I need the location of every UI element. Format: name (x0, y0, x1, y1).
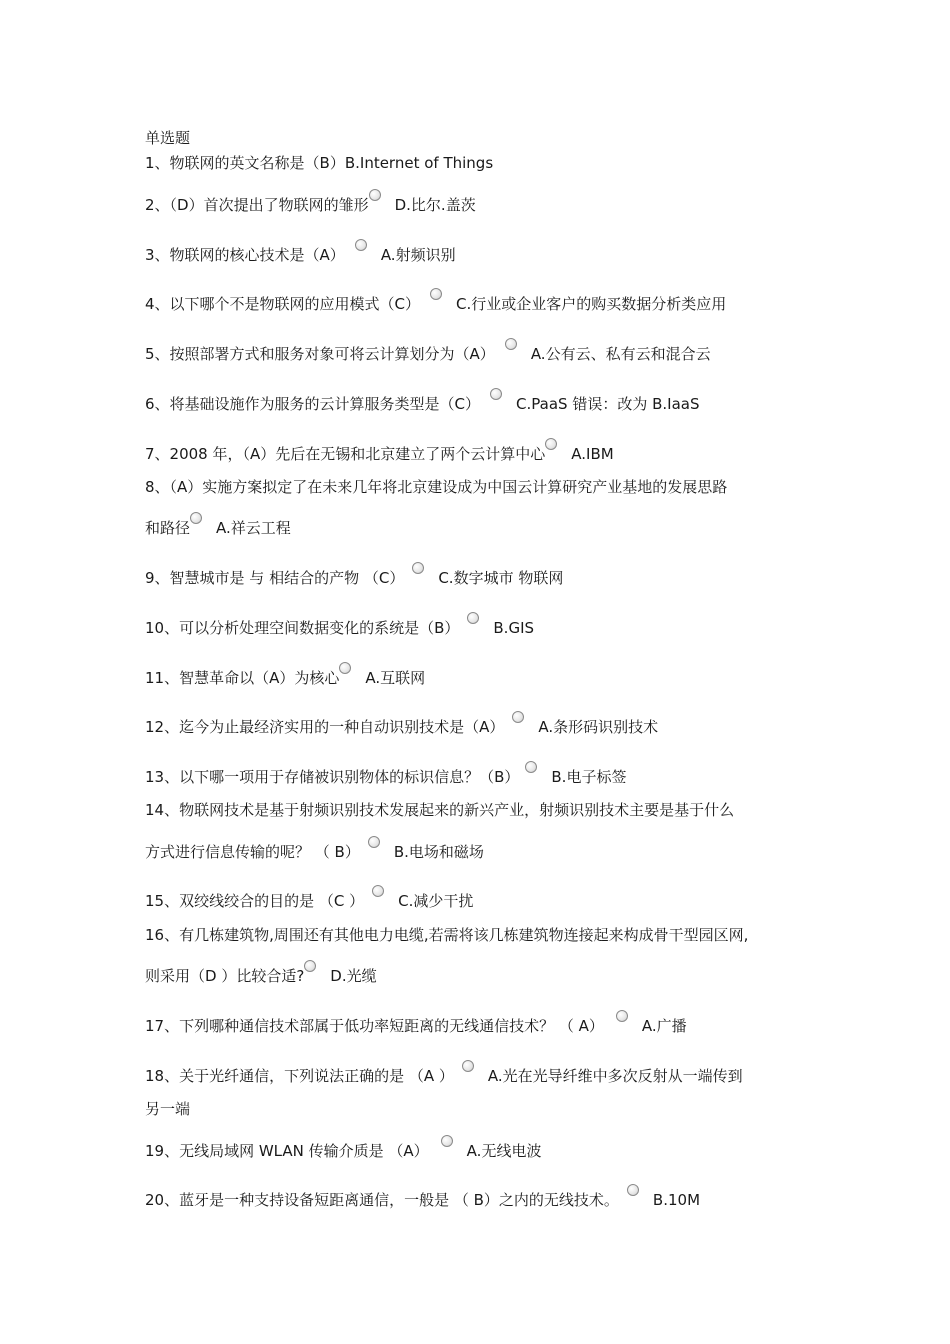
question-15 (145, 891, 473, 911)
answer-text-continued: 另一端 (145, 1100, 191, 1118)
question-text: 14、物联网技术是基于射频识别技术发展起来的新兴产业，射频识别技术主要是基于什么 (145, 801, 735, 819)
question-text: 2、（D）首次提出了物联网的雏形 (145, 196, 369, 214)
question-text: 5、按照部署方式和服务对象可将云计算划分为（A） (145, 345, 495, 363)
radio-icon[interactable] (368, 836, 380, 848)
question-text: 20、蓝牙是一种支持设备短距离通信，一般是 （ B）之内的无线技术。 (145, 1191, 619, 1209)
question-16 (145, 925, 748, 945)
question-1 (145, 153, 493, 173)
question-3 (145, 245, 456, 265)
question-12 (145, 717, 658, 737)
question-text-continued: 方式进行信息传输的呢？ （ B） (145, 843, 360, 861)
answer-text: B.电场和磁场 (393, 843, 484, 861)
question-text: 4、以下哪个不是物联网的应用模式（C） (145, 295, 421, 313)
question-18-continued (145, 1099, 190, 1119)
question-8-continued (145, 518, 291, 538)
question-11 (145, 668, 425, 688)
radio-icon[interactable] (190, 512, 202, 524)
answer-text: A.公有云、私有云和混合云 (530, 345, 711, 363)
radio-icon[interactable] (490, 388, 502, 400)
section-heading: 单选题 (145, 129, 191, 147)
question-20 (145, 1190, 700, 1210)
question-10 (145, 618, 534, 638)
question-text: 9、智慧城市是 与 相结合的产物 （C） (145, 569, 405, 587)
question-19 (145, 1141, 541, 1161)
radio-icon[interactable] (441, 1135, 453, 1147)
question-text: 7、2008 年，（A）先后在无锡和北京建立了两个云计算中心 (145, 445, 546, 463)
radio-icon[interactable] (369, 189, 381, 201)
answer-text: A.射频识别 (380, 246, 456, 264)
question-17 (145, 1016, 687, 1036)
radio-icon[interactable] (525, 761, 537, 773)
question-4 (145, 294, 726, 314)
radio-icon[interactable] (545, 438, 557, 450)
question-14-continued (145, 842, 484, 862)
radio-icon[interactable] (627, 1184, 639, 1196)
answer-text: B.GIS (493, 619, 535, 637)
question-text-continued: 则采用（D ）比较合适? (145, 967, 305, 985)
question-text: 13、以下哪一项用于存储被识别物体的标识信息？（B） (145, 768, 520, 786)
question-text: 15、双绞线绞合的目的是 （C ） (145, 892, 365, 910)
radio-icon[interactable] (467, 612, 479, 624)
answer-text: A.条形码识别技术 (538, 718, 659, 736)
answer-text: C.数字城市 物联网 (438, 569, 564, 587)
question-8 (145, 477, 727, 497)
answer-text: A.广播 (641, 1017, 687, 1035)
question-text: 19、无线局域网 WLAN 传输介质是 （A） (145, 1142, 429, 1160)
radio-icon[interactable] (339, 662, 351, 674)
question-2 (145, 195, 476, 215)
answer-text: A.互联网 (365, 669, 426, 687)
question-9 (145, 568, 563, 588)
question-14 (145, 800, 734, 820)
answer-text: B.10M (652, 1191, 701, 1209)
answer-text: B.电子标签 (551, 768, 627, 786)
radio-icon[interactable] (412, 562, 424, 574)
answer-text: A.IBM (571, 445, 614, 463)
question-text: 17、下列哪种通信技术部属于低功率短距离的无线通信技术？ （ A） (145, 1017, 604, 1035)
question-13 (145, 767, 626, 787)
question-text-continued: 和路径 (145, 519, 191, 537)
answer-text: D.比尔.盖茨 (394, 196, 476, 214)
question-5 (145, 344, 711, 364)
answer-text: D.光缆 (330, 967, 377, 985)
radio-icon[interactable] (355, 239, 367, 251)
radio-icon[interactable] (512, 711, 524, 723)
question-text: 16、有几栋建筑物,周围还有其他电力电缆,若需将该几栋建筑物连接起来构成骨干型园区网, (145, 926, 749, 944)
question-18 (145, 1066, 743, 1086)
question-text: 11、智慧革命以（A）为核心 (145, 669, 340, 687)
answer-text: A.祥云工程 (216, 519, 291, 537)
radio-icon[interactable] (304, 960, 316, 972)
question-text: 6、将基础设施作为服务的云计算服务类型是（C） (145, 395, 481, 413)
question-16-continued (145, 966, 377, 986)
question-7 (145, 444, 614, 464)
question-text: 1、物联网的英文名称是（B）B.Internet of Things (145, 154, 494, 172)
answer-text: C.减少干扰 (398, 892, 474, 910)
radio-icon[interactable] (372, 885, 384, 897)
question-text: 18、关于光纤通信，下列说法正确的是 （A ） (145, 1067, 454, 1085)
radio-icon[interactable] (462, 1060, 474, 1072)
radio-icon[interactable] (430, 288, 442, 300)
answer-text: C.PaaS 错误：改为 B.IaaS (516, 395, 700, 413)
question-text: 8、（A）实施方案拟定了在未来几年将北京建设成为中国云计算研究产业基地的发展思路 (145, 478, 728, 496)
question-text: 12、迄今为止最经济实用的一种自动识别技术是（A） (145, 718, 505, 736)
answer-text: A.光在光导纤维中多次反射从一端传到 (487, 1067, 743, 1085)
answer-text: A.无线电波 (466, 1142, 542, 1160)
question-6 (145, 394, 699, 414)
question-text: 3、物联网的核心技术是（A） (145, 246, 345, 264)
radio-icon[interactable] (616, 1010, 628, 1022)
answer-text: C.行业或企业客户的购买数据分析类应用 (456, 295, 727, 313)
radio-icon[interactable] (505, 338, 517, 350)
question-text: 10、可以分析处理空间数据变化的系统是（B） (145, 619, 460, 637)
